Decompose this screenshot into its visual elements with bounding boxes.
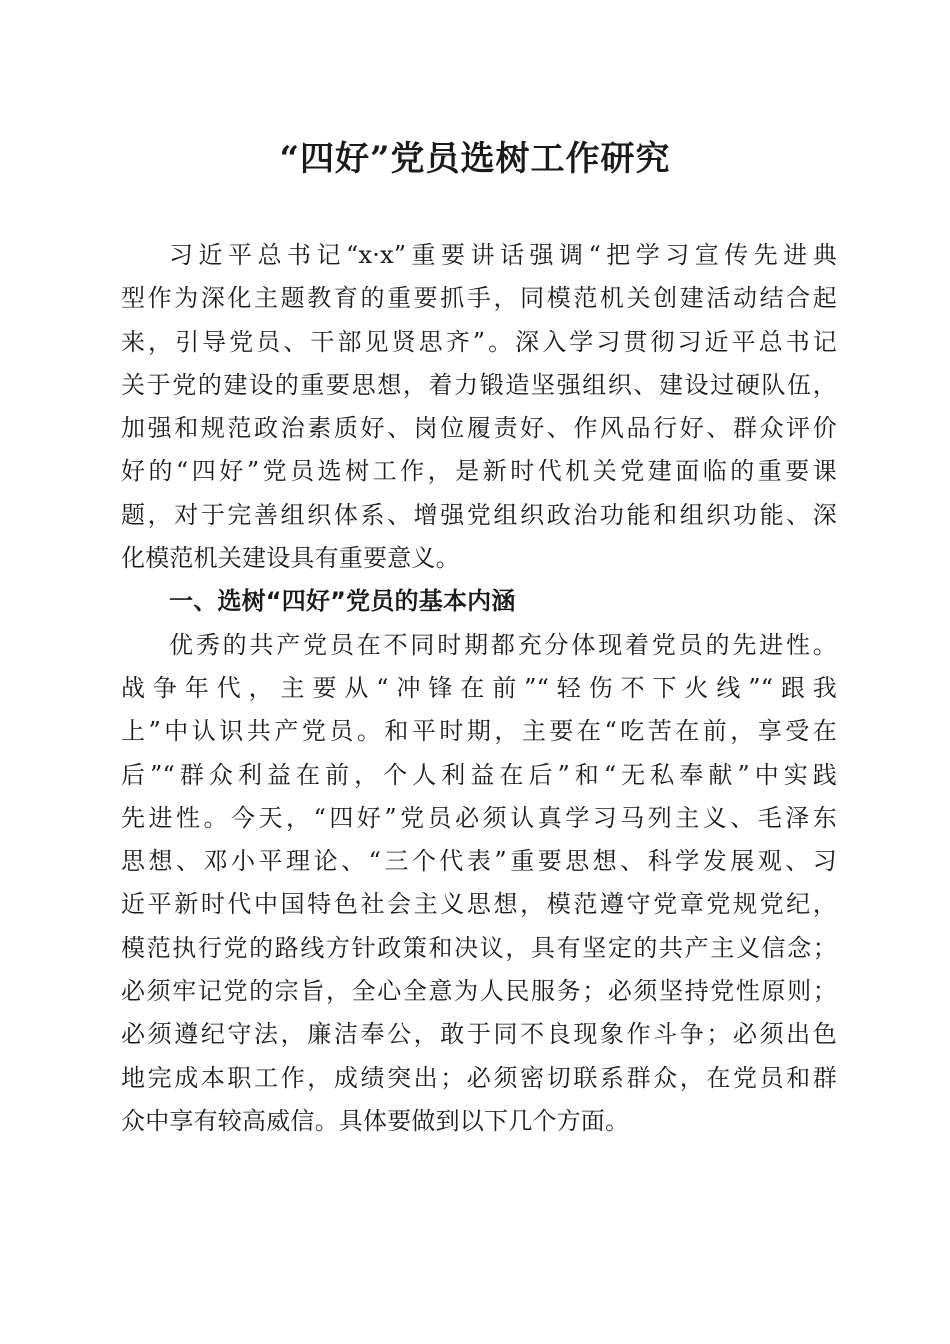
- text-line: 众中享有较高威信。具体要做到以下几个方面。: [121, 1106, 630, 1135]
- text-line: 先进性。今天，“四好”党员必须认真学习马列主义、毛泽东: [121, 803, 837, 832]
- document-body: [121, 234, 837, 1143]
- text-line: 战争年代，主要从“冲锋在前”“轻伤不下火线”“跟我: [121, 673, 837, 702]
- text-line: 化模范机关建设具有重要意义。: [121, 544, 460, 573]
- text-line: 近平新时代中国特色社会主义思想，模范遵守党章党规党纪，: [121, 890, 837, 919]
- text-line: 优秀的共产党员在不同时期都充分体现着党员的先进性。: [169, 630, 837, 659]
- paragraph-intro: [121, 234, 837, 580]
- paragraph-section1: [121, 624, 837, 1144]
- text-line: 型作为深化主题教育的重要抓手，同模范机关创建活动结合起: [121, 284, 837, 313]
- document-title: “四好”党员选树工作研究: [279, 139, 671, 179]
- text-line: 来，引导党员、干部见贤思齐”。深入学习贯彻习近平总书记: [121, 327, 837, 356]
- text-line: 模范执行党的路线方针政策和决议，具有坚定的共产主义信念；: [121, 933, 837, 962]
- text-line: 思想、邓小平理论、“三个代表”重要思想、科学发展观、习: [121, 847, 837, 876]
- text-line: 必须遵纪守法，廉洁奉公，敢于同不良现象作斗争；必须出色: [121, 1020, 837, 1049]
- text-line: 后”“群众利益在前，个人利益在后”和“无私奉献”中实践: [121, 760, 837, 789]
- text-line: 习近平总书记“x·x”重要讲话强调“把学习宣传先进典: [169, 241, 837, 269]
- text-line: 题，对于完善组织体系、增强党组织政治功能和组织功能、深: [121, 500, 837, 529]
- text-line: 关于党的建设的重要思想，着力锻造坚强组织、建设过硬队伍，: [121, 370, 837, 399]
- text-line: 好的“四好”党员选树工作，是新时代机关党建面临的重要课: [121, 457, 837, 486]
- text-line: 地完成本职工作，成绩突出；必须密切联系群众，在党员和群: [121, 1063, 837, 1092]
- text-line: 必须牢记党的宗旨，全心全意为人民服务；必须坚持党性原则；: [121, 977, 837, 1006]
- section-heading: 一、选树“四好”党员的基本内涵: [169, 587, 516, 616]
- text-line: 加强和规范政治素质好、岗位履责好、作风品行好、群众评价: [121, 414, 837, 443]
- text-line: 上”中认识共产党员。和平时期，主要在“吃苦在前，享受在: [121, 717, 837, 746]
